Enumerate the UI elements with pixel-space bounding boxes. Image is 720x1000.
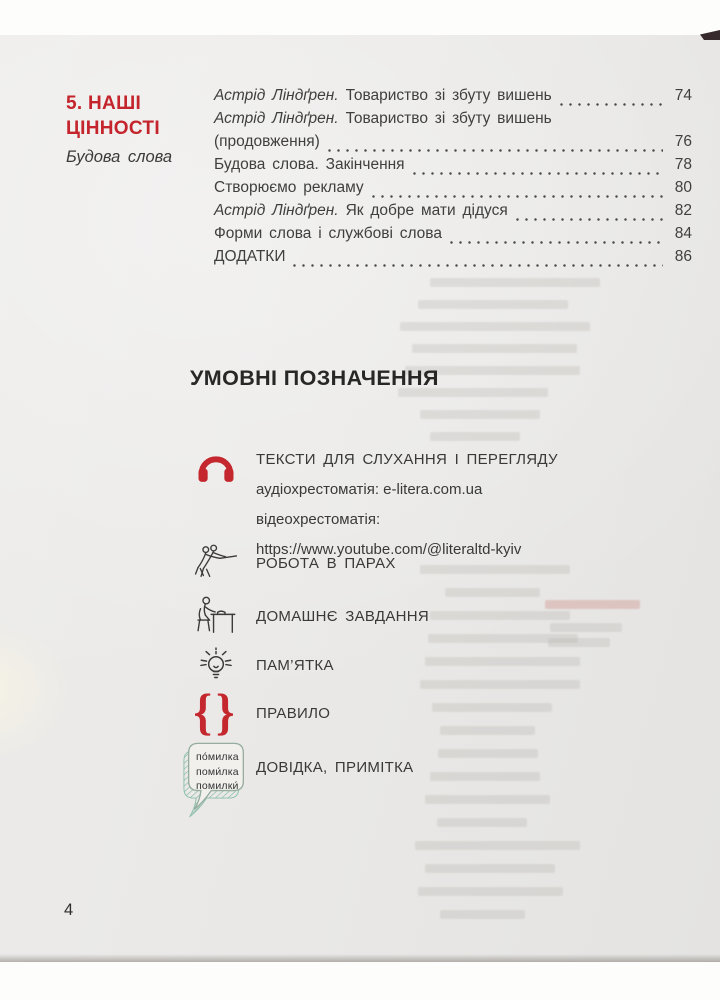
toc-entry — [214, 179, 692, 202]
legend-item-title: РОБОТА В ПАРАХ — [256, 554, 396, 572]
chapter-title — [66, 91, 216, 141]
toc-page-number: 84 — [674, 225, 692, 242]
toc-dot-leader — [290, 264, 663, 267]
table-of-contents — [214, 87, 692, 271]
legend-item-note — [176, 737, 696, 829]
toc-page-number: 76 — [674, 133, 692, 150]
toc-entry-title: Як добре мати дідуся — [345, 202, 508, 219]
legend-heading: УМОВНІ ПОЗНАЧЕННЯ — [190, 366, 439, 390]
video-chrestomathy-url: https://www.youtube.com/@literaltd-kyiv — [256, 541, 522, 558]
legend-item-pair-work — [176, 543, 696, 583]
toc-page-number: 86 — [674, 248, 692, 265]
headphones-icon — [176, 447, 256, 485]
page-number: 4 — [64, 901, 74, 919]
photo-corner-artifact — [700, 30, 720, 40]
toc-dot-leader — [325, 149, 663, 152]
chapter-subtitle: Будова слова — [66, 148, 173, 166]
toc-entry-title: (продовження) — [214, 133, 320, 150]
toc-entry — [214, 248, 692, 271]
toc-entry-title: Будова слова. Закінчення — [214, 156, 405, 173]
book-page — [0, 35, 720, 962]
toc-entry-continuation — [214, 133, 692, 156]
speech-bubble-icon — [176, 737, 256, 829]
toc-page-number: 82 — [674, 202, 692, 219]
toc-entry — [214, 225, 692, 248]
toc-entry — [214, 110, 692, 133]
toc-dot-leader — [513, 218, 663, 221]
homework-desk-icon — [176, 595, 256, 637]
legend-item-rule — [176, 684, 696, 742]
toc-entry-title: Форми слова і службові слова — [214, 225, 442, 242]
toc-dot-leader — [447, 241, 663, 244]
video-chrestomathy-line: відеохрестоматія: — [256, 511, 381, 528]
toc-page-number: 74 — [674, 87, 692, 104]
toc-entry — [214, 202, 692, 225]
legend-item-title: ДОМАШНЄ ЗАВДАННЯ — [256, 607, 430, 625]
toc-entry — [214, 87, 692, 110]
toc-dot-leader — [369, 195, 663, 198]
chapter-title-line1: 5. НАШІ — [66, 93, 142, 114]
toc-entry-title: Товариство зі збуту вишень — [345, 87, 552, 104]
toc-entry-title: ДОДАТКИ — [214, 248, 286, 265]
toc-entry — [214, 156, 692, 179]
lightbulb-icon — [176, 645, 256, 685]
curly-braces-icon — [176, 684, 256, 742]
tug-of-war-icon — [176, 543, 256, 583]
toc-dot-leader — [410, 172, 663, 175]
legend-item-title: ПРАВИЛО — [256, 704, 331, 722]
bubble-word: помилки́ — [196, 780, 239, 792]
chapter-header — [66, 91, 216, 167]
toc-entry-author: Астрід Ліндґрен. — [214, 202, 339, 219]
legend-item-title: ТЕКСТИ ДЛЯ СЛУХАННЯ І ПЕРЕГЛЯДУ — [256, 451, 558, 468]
bubble-word: по́милка — [196, 751, 239, 763]
brace-right: } — [216, 684, 239, 742]
legend-item-title: ПАМ’ЯТКА — [256, 656, 334, 674]
legend-item-memo — [176, 645, 696, 685]
toc-entry-title: Створюємо рекламу — [214, 179, 364, 196]
toc-entry-author: Астрід Ліндґрен. — [214, 110, 339, 127]
bubble-sample-words — [196, 750, 239, 794]
audio-chrestomathy-line: аудіохрестоматія: e-litera.com.ua — [256, 481, 483, 498]
brace-left: { — [193, 684, 216, 742]
legend-item-homework — [176, 595, 696, 637]
toc-page-number: 80 — [674, 179, 692, 196]
toc-entry-title: Товариство зі збуту вишень — [345, 110, 552, 127]
chapter-title-line2: ЦІННОСТІ — [66, 118, 160, 139]
legend-item-title: ДОВІДКА, ПРИМІТКА — [256, 759, 414, 776]
toc-dot-leader — [557, 103, 663, 106]
bubble-word: поми́лка — [196, 765, 239, 778]
toc-page-number: 78 — [674, 156, 692, 173]
toc-entry-author: Астрід Ліндґрен. — [214, 87, 339, 104]
